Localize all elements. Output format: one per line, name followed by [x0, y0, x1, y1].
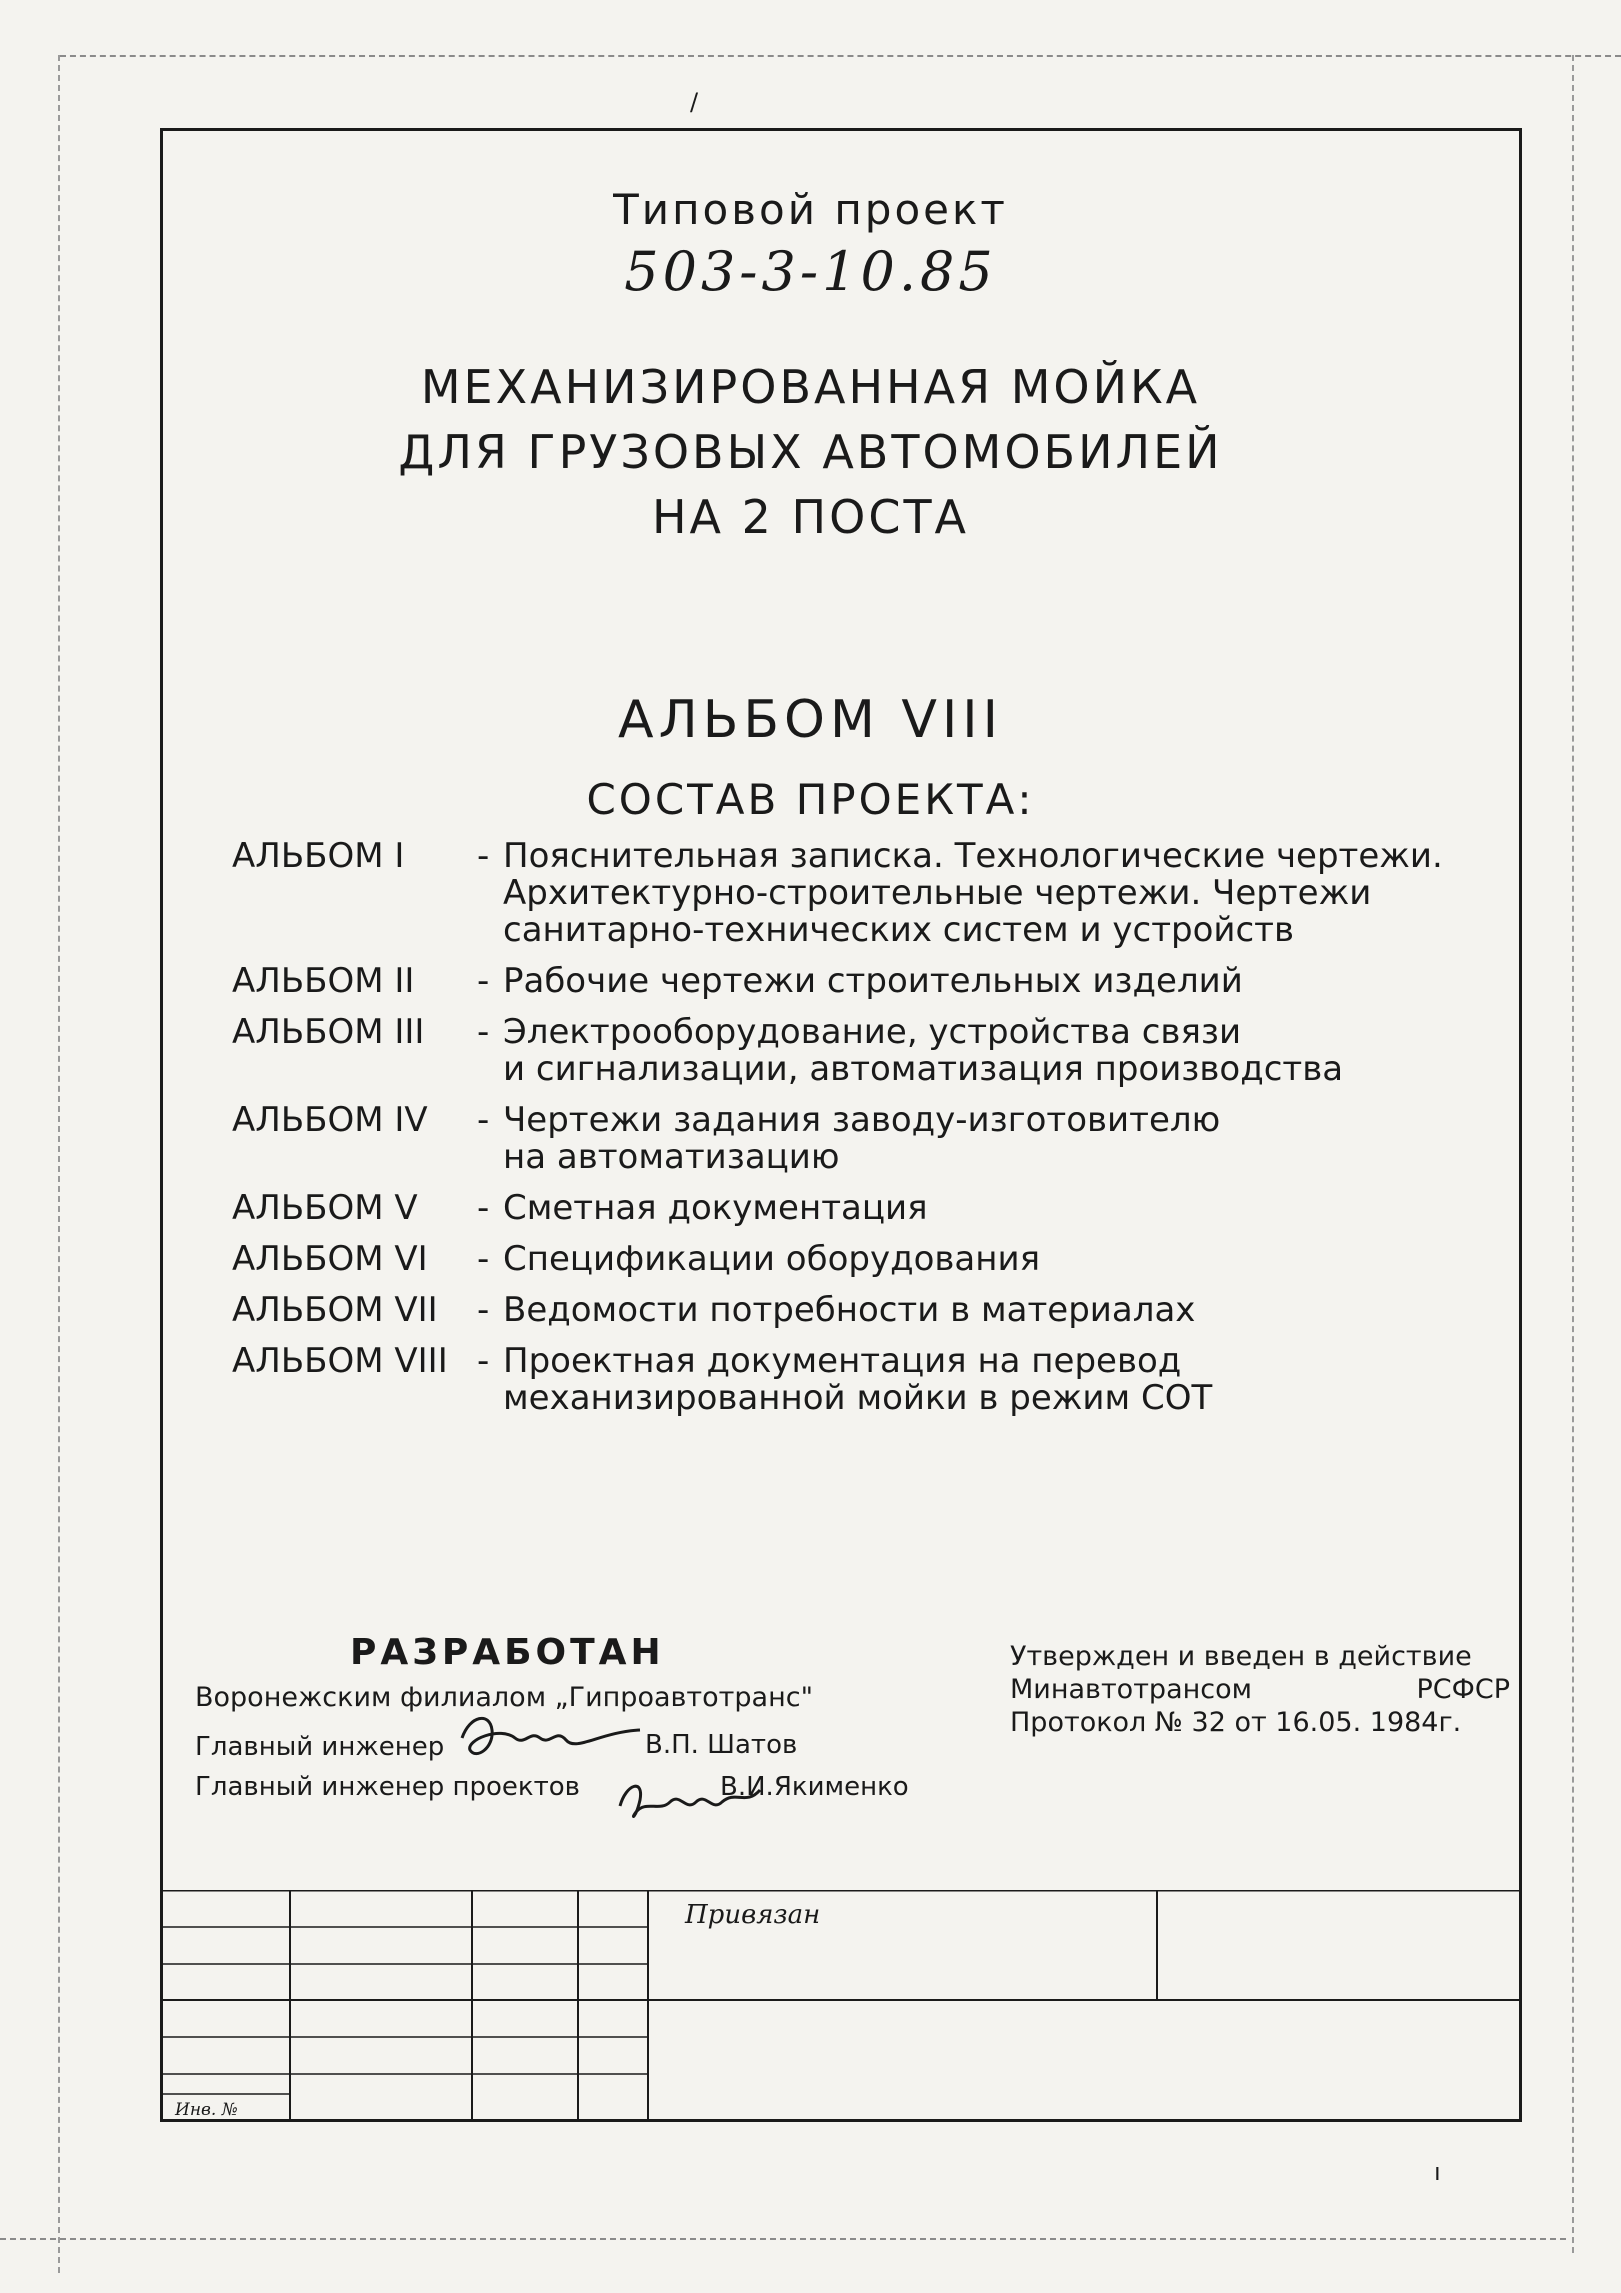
toc-dash: - — [477, 1290, 490, 1330]
toc-description: Электрооборудование, устройства связи и сигнализации, автоматизация производства — [503, 1012, 1344, 1089]
approval-protocol: Протокол № 32 от 16.05. 1984г. — [1010, 1707, 1462, 1738]
approval-line-1: Утвержден и введен в действие — [1010, 1641, 1472, 1672]
toc-description: Сметная документация — [503, 1188, 928, 1228]
signature-chief-engineer — [462, 1718, 640, 1753]
chief-engineer-role: Главный инженер — [195, 1732, 445, 1762]
toc-description: Спецификации оборудования — [503, 1239, 1041, 1279]
toc-album-number: АЛЬБОМ IV — [232, 1100, 428, 1140]
toc-album-number: АЛЬБОМ VIII — [232, 1341, 448, 1381]
composition-heading: СОСТАВ ПРОЕКТА: — [586, 775, 1035, 824]
project-code: 503-3-10.85 — [624, 240, 997, 303]
chief-engineer-name: В.П. Шатов — [645, 1730, 798, 1760]
album-title: АЛЬБОМ VIII — [618, 690, 1003, 750]
signature-chief-project-engineer — [620, 1786, 760, 1816]
toc-dash: - — [477, 961, 490, 1001]
toc-description: Ведомости потребности в материалах — [503, 1290, 1196, 1330]
toc-album-number: АЛЬБОМ VII — [232, 1290, 438, 1330]
chief-project-engineer-name: В.И.Якименко — [720, 1772, 909, 1802]
title-line-3: НА 2 ПОСТА — [651, 490, 970, 544]
tied-label: Привязан — [685, 1900, 821, 1930]
approval-republic: РСФСР — [1416, 1674, 1510, 1705]
toc-description: Рабочие чертежи строительных изделий — [503, 961, 1243, 1001]
toc-album-number: АЛЬБОМ I — [232, 836, 405, 876]
toc-dash: - — [477, 836, 490, 876]
toc-dash: - — [477, 1188, 490, 1228]
stray-mark-bottom: ı — [1434, 2158, 1441, 2186]
toc-dash: - — [477, 1012, 490, 1052]
title-line-2: ДЛЯ ГРУЗОВЫХ АВТОМОБИЛЕЙ — [398, 425, 1223, 479]
toc-album-number: АЛЬБОМ VI — [232, 1239, 428, 1279]
title-line-1: МЕХАНИЗИРОВАННАЯ МОЙКА — [420, 360, 1201, 414]
developer-org: Воронежским филиалом „Гипроавтотранс" — [195, 1682, 813, 1713]
toc-album-number: АЛЬБОМ V — [232, 1188, 418, 1228]
title-block-stamp — [160, 1890, 1522, 2122]
toc-description: Чертежи задания заводу-изготовителю на автоматизацию — [503, 1100, 1221, 1177]
toc-dash: - — [477, 1100, 490, 1140]
inventory-number-label: Инв. № — [175, 2100, 238, 2120]
header-label: Типовой проект — [613, 185, 1008, 234]
stamp-grid — [160, 1890, 1522, 2122]
toc-dash: - — [477, 1239, 490, 1279]
chief-project-engineer-role: Главный инженер проектов — [195, 1772, 580, 1802]
approval-block — [1010, 1640, 1510, 1739]
approval-ministry: Минавтотрансом — [1010, 1674, 1252, 1705]
toc-album-number: АЛЬБОМ III — [232, 1012, 425, 1052]
toc-description: Проектная документация на перевод механизированной мойки в режим СОТ — [503, 1341, 1213, 1418]
stray-mark-top: / — [690, 88, 699, 116]
toc-description: Пояснительная записка. Технологические чертежи. Архитектурно-строительные чертежи. Чертежи санитарно-технических систем и устройств — [503, 836, 1443, 950]
developer-title: РАЗРАБОТАН — [350, 1632, 665, 1673]
approval-line-2 — [1010, 1673, 1510, 1706]
toc-album-number: АЛЬБОМ II — [232, 961, 415, 1001]
toc-dash: - — [477, 1341, 490, 1381]
